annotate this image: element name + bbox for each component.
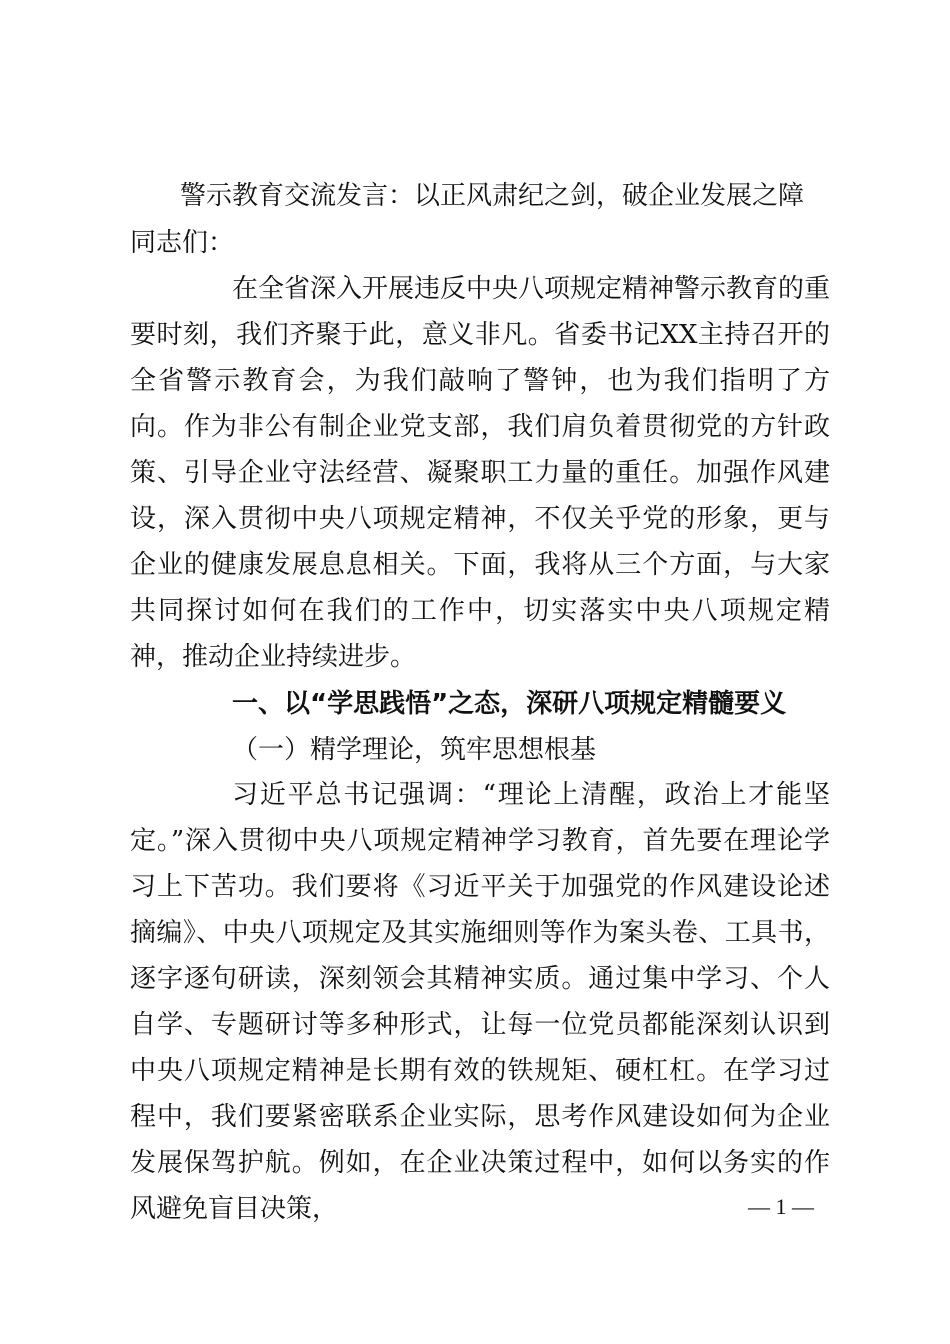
document-title: 警示教育交流发言：以正风肃纪之剑，破企业发展之障 (180, 181, 805, 211)
page-number: — 1 — (748, 1194, 814, 1219)
section-heading: 一、以“学思践悟”之态，深研八项规定精髓要义 (232, 689, 787, 719)
body-paragraph: 在全省深入开展违反中央八项规定精神警示教育的重要时刻，我们齐聚于此，意义非凡。省委书记XX主持召开的全省警示教育会，为我们敲响了警钟，也为我们指明了方向。作为非公有制企业党支部，我们肩负着贯彻党的方针政策、引导企业守法经营、凝聚职工力量的重任。加强作风建设，深入贯彻中央八项规定精神，不仅关乎党的形象，更与企业的健康发展息息相关。下面，我将从三个方面，与大家共同探讨如何在我们的工作中，切实落实中央八项规定精神，推动企业持续进步。 (130, 274, 831, 672)
subsection-heading: （一）精学理论，筑牢思想根基 (232, 735, 597, 765)
salutation: 同志们： (130, 228, 235, 258)
body-paragraph: 习近平总书记强调：“理论上清醒，政治上才能坚定。”深入贯彻中央八项规定精神学习教育，首先要在理论学习上下苦功。我们要将《习近平关于加强党的作风建设论述摘编》、中央八项规定及其实施细则等作为案头卷、工具书，逐字逐句研读，深刻领会其精神实质。通过集中学习、个人自学、专题研讨等多种形式，让每一位党员都能深刻认识到中央八项规定精神是长期有效的铁规矩、硬杠杠。在学习过程中，我们要紧密联系企业实际，思考作风建设如何为企业发展保驾护航。例如，在企业决策过程中，如何以务实的作风避免盲目决策， (130, 780, 830, 1224)
